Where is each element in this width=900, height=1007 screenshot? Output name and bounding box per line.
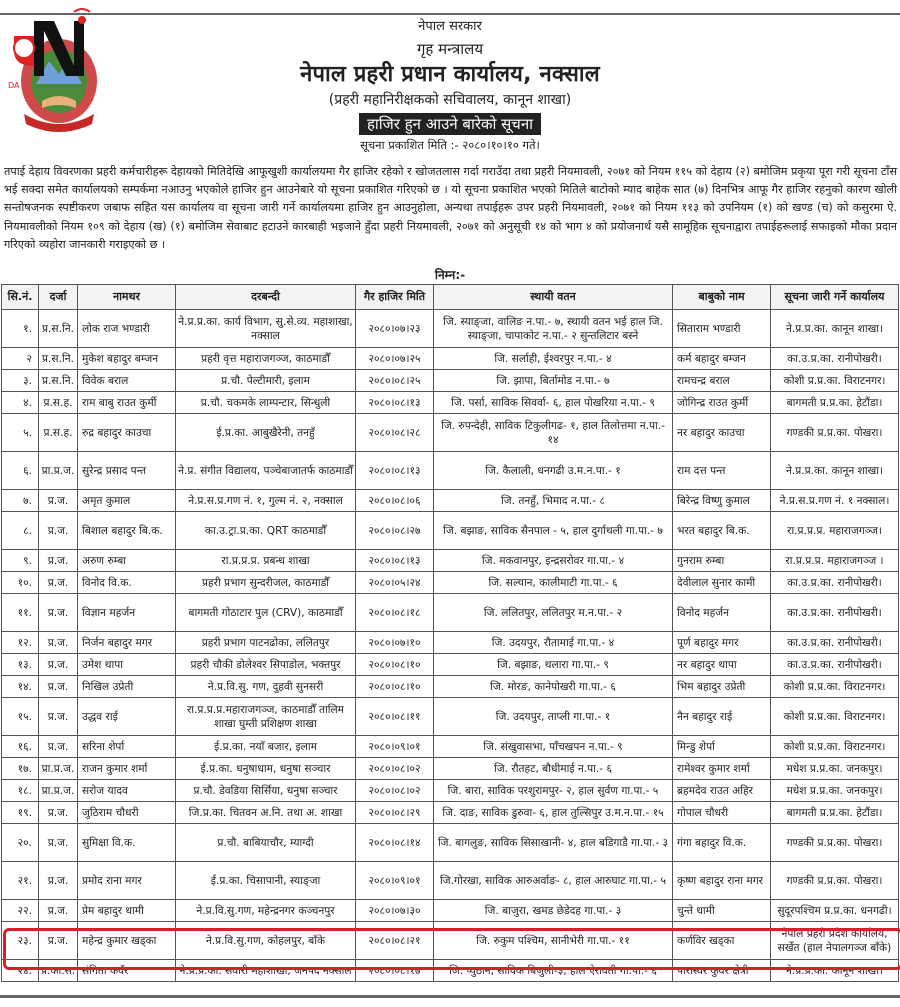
- cell-sn: ९.: [2, 550, 39, 572]
- cell-office: बागमती प्र.प्र.का. हेटौंडा।: [771, 802, 899, 824]
- cell-sn: ५.: [2, 414, 39, 452]
- cell-name: विनोद वि.क.: [78, 572, 176, 594]
- notice-title-badge: हाजिर हुन आउने बारेको सूचना: [359, 113, 541, 135]
- cell-father: जोगिन्द्र राउत कुर्मी: [673, 392, 771, 414]
- cell-office: कोशी प्र.प्र.का. विराटनगर।: [771, 736, 899, 758]
- cell-sn: १६.: [2, 736, 39, 758]
- cell-rank: प्र.ज.: [39, 654, 78, 676]
- cell-address: जि. कैलाली, धनगढी उ.म.न.पा.- १: [434, 452, 673, 490]
- table-row: [2, 676, 899, 698]
- cell-father: कर्म बहादुर बम्जन: [673, 348, 771, 370]
- cell-date: २०८०।०८।१३: [356, 392, 434, 414]
- cell-address: जि. रुकुम पश्चिम, सानीभेरी गा.पा.- ११: [434, 922, 673, 960]
- table-row: [2, 512, 899, 550]
- cell-post: का.उ.ट्रा.प्र.का. QRT काठमाडौँ: [176, 512, 356, 550]
- cell-address: जि. झापा, बिर्तामोड न.पा.- ७: [434, 370, 673, 392]
- government-label: नेपाल सरकार: [418, 19, 482, 34]
- cell-rank: प्र.ज.: [39, 676, 78, 698]
- table-row: [2, 550, 899, 572]
- cell-date: २०८०।०८।१४: [356, 824, 434, 862]
- cell-sn: १२.: [2, 632, 39, 654]
- cell-office: ने.प्र.प्र.का. कानून शाखा।: [771, 452, 899, 490]
- cell-address: जि. रुपन्देही, साविक टिकुलीगढ- १, हाल तिलोत्तमा न.पा.- १४: [434, 414, 673, 452]
- cell-post: प्रहरी चौकी डोलेश्वर सिपाडोल, भक्तपुर: [176, 654, 356, 676]
- cell-post: ई.प्र.का. चिसापानी, स्याङ्जा: [176, 862, 356, 900]
- table-row: [2, 922, 899, 960]
- cell-office: मधेश प्र.प्र.का. जनकपुर।: [771, 758, 899, 780]
- cell-sn: ३.: [2, 370, 39, 392]
- column-header: सि.नं.: [2, 285, 39, 310]
- cell-address: जि. बारा, साविक परशुरामपुर- २, हाल सुर्वण गा.पा.- ५: [434, 780, 673, 802]
- cell-sn: २१.: [2, 862, 39, 900]
- notice-header: [0, 18, 900, 153]
- cell-office: गण्डकी प्र.प्र.का. पोखरा।: [771, 414, 899, 452]
- cell-date: २०८०।०८।०६: [356, 490, 434, 512]
- cell-name: संगिता कवँर: [78, 960, 176, 982]
- cell-post: ई.प्र.का. नयाँ बजार, इलाम: [176, 736, 356, 758]
- cell-post: ने.प्र.प्र.का. सवारी महाशाखा, जनपद नक्साल: [176, 960, 356, 982]
- cell-sn: ७.: [2, 490, 39, 512]
- cell-name: विज्ञान महर्जन: [78, 594, 176, 632]
- cell-sn: १४.: [2, 676, 39, 698]
- cell-sn: १५.: [2, 698, 39, 736]
- cell-address: जि. सर्लाही, ईश्वरपुर न.पा.- ४: [434, 348, 673, 370]
- division-label: (प्रहरी महानिरीक्षकको सचिवालय, कानून शाखा): [328, 92, 572, 108]
- cell-father: सिताराम भण्डारी: [673, 310, 771, 348]
- table-row: [2, 572, 899, 594]
- cell-office: कोशी प्र.प्र.का. विराटनगर।: [771, 370, 899, 392]
- cell-address: जि. बाजुरा, खमड छेडेदह गा.पा.- ३: [434, 900, 673, 922]
- cell-sn: ११.: [2, 594, 39, 632]
- cell-rank: प्र.ज.: [39, 490, 78, 512]
- cell-address: जि. उदयपुर, ताप्ली गा.पा.- १: [434, 698, 673, 736]
- cell-post: ने.प्र.स.प्र.गण नं. १, गुल्म नं. २, नक्साल: [176, 490, 356, 512]
- cell-post: ने.प्र.वि.सु. गण, दुहवी सुनसरी: [176, 676, 356, 698]
- cell-father: मिन्डु शेर्पा: [673, 736, 771, 758]
- cell-office: का.उ.प्र.का. रानीपोखरी।: [771, 632, 899, 654]
- cell-rank: प्र.स.नि.: [39, 348, 78, 370]
- cell-father: गंगा बहादुर वि.क.: [673, 824, 771, 862]
- cell-father: कृष्ण बहादुर राना मगर: [673, 862, 771, 900]
- cell-post: रा.प्र.प्र.प्र.महाराजगञ्ज, काठमाडौँ तालिम शाखा घुम्ती प्रशिक्षण शाखा: [176, 698, 356, 736]
- cell-name: रुद्र बहादुर काउचा: [78, 414, 176, 452]
- table-row: [2, 736, 899, 758]
- cell-post: जि.प्र.का. चितवन अ.नि. तथा अ. शाखा: [176, 802, 356, 824]
- cell-father: पारास्वर कुवर क्षेत्री: [673, 960, 771, 982]
- cell-date: २०८०।०८।२७: [356, 512, 434, 550]
- cell-father: गुनराम रुम्बा: [673, 550, 771, 572]
- cell-post: प्रहरी प्रभाग पाटनढोका, ललितपुर: [176, 632, 356, 654]
- cell-post: ने.प्र.प्र.का. कार्य विभाग, सु.से.व्य. महाशाखा, नक्साल: [176, 310, 356, 348]
- cell-date: २०८०।०८।१७: [356, 960, 434, 982]
- cell-post: ई.प्र.का. धनुषाधाम, धनुषा सञ्चार: [176, 758, 356, 780]
- cell-name: निर्जन बहादुर मगर: [78, 632, 176, 654]
- cell-sn: २३.: [2, 922, 39, 960]
- cell-rank: प्र.स.ह.: [39, 392, 78, 414]
- table-row: [2, 452, 899, 490]
- cell-name: मुकेश बहादुर बम्जन: [78, 348, 176, 370]
- column-header: दर्जा: [39, 285, 78, 310]
- cell-date: २०८०।०५।२४: [356, 572, 434, 594]
- cell-address: जि. दाङ, साविक डुरुवा- ६, हाल तुल्सिपुर उ.म.न.पा.- १५: [434, 802, 673, 824]
- cell-rank: प्र.ज.: [39, 632, 78, 654]
- cell-name: अमृत कुमाल: [78, 490, 176, 512]
- cell-sn: १०.: [2, 572, 39, 594]
- cell-father: रामेश्वर कुमार शर्मा: [673, 758, 771, 780]
- cell-address: जि.गोरखा, साविक आरुअर्वाङ- ८, हाल आरुघाट गा.पा.- ५: [434, 862, 673, 900]
- cell-office: ने.प्र.स.प्र.गण नं. १ नक्साल।: [771, 490, 899, 512]
- column-header: दरबन्दी: [176, 285, 356, 310]
- table-header-row: [2, 285, 899, 310]
- cell-post: प्र.चौ. चकमके लाम्पन्टार, सिन्धुली: [176, 392, 356, 414]
- cell-name: प्रमोद राना मगर: [78, 862, 176, 900]
- cell-name: महेन्द्र कुमार खड्का: [78, 922, 176, 960]
- cell-office: ने.प्र.प्र.का. कानून शाखा।: [771, 960, 899, 982]
- list-heading: निम्न:-: [434, 268, 466, 282]
- notice-body-text: तपाई देहाय विवरणका प्रहरी कर्मचारीहरू देहायको मितिदेखि आफूखुशी कार्यालयमा गैर हाजिर रहेको र खोजतलास गर्दा गराउँदा तथा प्रहरी नियमावली, २०७१ को नियम ११५ को देहाय (२) बमोजिम प्रकृया पूरा गरी सूचना टाँस भई सक्दा समेत कार्यालयको सम्पर्कमा नआउनु भएकोले हाजिर हुन आउनेबारे यो सूचना प्रकाशित गरिएको छ । यो सूचना प्रकाशित भएको मितिले बाटोको म्याद बाहेक सात (७) दिनभित्र आफू गैर हाजिर रहनुको कारण खोली सन्तोषजनक स्पष्टीकरण जबाफ सहित यस कार्यालय वा सूचना जारी गर्ने कार्यालयमा हाजिर हुन आउनुहोला, अन्यथा तपाईहरू उपर प्रहरी नियमावली, २०७१ को नियम ११३ को उपनियम (१) को खण्ड (च) को कसुरमा ऐ. नियमावलीको नियम १०९ को देहाय (ख) (१) बमोजिम सेवाबाट हटाउने कारबाही भइजाने हुँदा प्रहरी नियमावली, २०७१ को अनुसूची १४ को भाग ४ को प्रयोजनार्थ यसै सामूहिक सूचनाद्वारा तपाईहरूलाई सफाइको मौका प्रदान गरिएको व्यहोरा जानकारी गराइएको छ ।: [4, 165, 898, 251]
- cell-date: २०८०।०८।२८: [356, 414, 434, 452]
- cell-name: सुमिक्षा वि.क.: [78, 824, 176, 862]
- cell-sn: ८.: [2, 512, 39, 550]
- cell-date: २०८०।०८।११: [356, 698, 434, 736]
- cell-father: देवीलाल सुनार कामी: [673, 572, 771, 594]
- cell-office: सुदूरपश्चिम प्र.प्र.का. धनगढी।: [771, 900, 899, 922]
- cell-name: अरुण रुम्बा: [78, 550, 176, 572]
- cell-office: का.उ.प्र.का. रानीपोखरी।: [771, 654, 899, 676]
- table-row: [2, 392, 899, 414]
- cell-address: जि. मकवानपुर, इन्द्रसरोवर गा.पा.- ४: [434, 550, 673, 572]
- cell-name: सरोज यादव: [78, 780, 176, 802]
- cell-name: बिशाल बहादुर बि.क.: [78, 512, 176, 550]
- cell-date: २०८०।०८।१०: [356, 654, 434, 676]
- cell-office: रा.प्र.प्र.प्र. महाराजगञ्ज।: [771, 512, 899, 550]
- cell-name: उद्धव राई: [78, 698, 176, 736]
- cell-address: जि. प्युठान, साविक बिजुली-३, हाल ऐरावती गा.पा.- ६: [434, 960, 673, 982]
- cell-address: जि. तनहुँ, भिमाद न.पा.- ८: [434, 490, 673, 512]
- cell-office: कोशी प्र.प्र.का. विराटनगर।: [771, 676, 899, 698]
- cell-date: २०८०।०९।०१: [356, 736, 434, 758]
- cell-post: प्र.चौ. डेवडिया सिर्सिया, धनुषा सञ्चार: [176, 780, 356, 802]
- cell-name: निखिल उप्रेती: [78, 676, 176, 698]
- cell-office: का.उ.प्र.का. रानीपोखरी।: [771, 348, 899, 370]
- column-header: सूचना जारी गर्ने कार्यालय: [771, 285, 899, 310]
- top-divider: [0, 13, 900, 15]
- cell-post: ने.प्र.वि.सु.गण, महेन्द्रनगर कञ्चनपुर: [176, 900, 356, 922]
- cell-rank: प्र.ज.: [39, 862, 78, 900]
- cell-name: राम बाबु राउत कुर्मी: [78, 392, 176, 414]
- cell-date: २०८०।०८।२९: [356, 802, 434, 824]
- cell-name: उमेश थापा: [78, 654, 176, 676]
- cell-post: ने.प्र.वि.सु.गण, कोहलपुर, बाँके: [176, 922, 356, 960]
- cell-date: २०८०।०८।१०: [356, 676, 434, 698]
- cell-date: २०८०।०८।१८: [356, 594, 434, 632]
- cell-post: बागमती गोठाटार पुल (CRV), काठमाडौँ: [176, 594, 356, 632]
- cell-sn: २४.: [2, 960, 39, 982]
- cell-date: २०८०।०८।२१: [356, 922, 434, 960]
- cell-address: जि. सल्यान, कालीमाटी गा.पा.- ६: [434, 572, 673, 594]
- cell-rank: प्र.ज.: [39, 824, 78, 862]
- bottom-divider: [0, 995, 900, 998]
- cell-sn: ४.: [2, 392, 39, 414]
- cell-post: ने.प्र. संगीत विद्यालय, पञ्चेबाजातर्फ काठमाडौँ: [176, 452, 356, 490]
- table-row: [2, 758, 899, 780]
- column-header: गैर हाजिर मिति: [356, 285, 434, 310]
- cell-sn: १.: [2, 310, 39, 348]
- cell-father: राम दत्त पन्त: [673, 452, 771, 490]
- absentee-table: [1, 284, 899, 982]
- cell-sn: १८.: [2, 780, 39, 802]
- cell-date: २०८०।०८।२५: [356, 370, 434, 392]
- table-row: [2, 802, 899, 824]
- cell-address: जि. मोरङ, कानेपोखरी गा.पा.- ६: [434, 676, 673, 698]
- table-row: [2, 780, 899, 802]
- cell-address: जि. बझाङ, साविक सैनपाल - ५, हाल दुर्गाथली गा.पा.- ७: [434, 512, 673, 550]
- cell-rank: प्र.ज.: [39, 900, 78, 922]
- cell-sn: २२.: [2, 900, 39, 922]
- cell-office: कोशी प्र.प्र.का. विराटनगर।: [771, 698, 899, 736]
- column-header: स्थायी वतन: [434, 285, 673, 310]
- cell-office: गण्डकी प्र.प्र.का. पोखरा।: [771, 862, 899, 900]
- cell-office: गण्डकी प्र.प्र.का. पोखरा।: [771, 824, 899, 862]
- ministry-label: गृह मन्त्रालय: [416, 40, 484, 58]
- cell-name: राजन कुमार शर्मा: [78, 758, 176, 780]
- cell-address: जि. पर्सा, साविक सिवर्वा- ६, हाल पोखरिया न.पा.- ९: [434, 392, 673, 414]
- svg-text:DA: DA: [8, 81, 20, 90]
- cell-father: कर्णविर खड्का: [673, 922, 771, 960]
- cell-rank: प्र.ज.: [39, 572, 78, 594]
- cell-office: ने.प्र.प्र.का. कानून शाखा।: [771, 310, 899, 348]
- cell-address: जि. बझाङ, थलारा गा.पा.- ९: [434, 654, 673, 676]
- table-row: [2, 960, 899, 982]
- cell-date: २०८०।०७।१०: [356, 632, 434, 654]
- cell-name: प्रेम बहादुर धामी: [78, 900, 176, 922]
- cell-name: विवेक बराल: [78, 370, 176, 392]
- cell-name: सरिना शेर्पा: [78, 736, 176, 758]
- cell-father: विनोद महर्जन: [673, 594, 771, 632]
- cell-name: लोक राज भण्डारी: [78, 310, 176, 348]
- cell-date: २०८०।०८।०२: [356, 758, 434, 780]
- table-row: [2, 310, 899, 348]
- cell-father: बिरेन्द्र विष्णु कुमाल: [673, 490, 771, 512]
- office-title: नेपाल प्रहरी प्रधान कार्यालय, नक्साल: [300, 62, 600, 87]
- table-row: [2, 414, 899, 452]
- cell-post: रा.प्र.प्र.प्र. प्रबन्ध शाखा: [176, 550, 356, 572]
- cell-post: प्रहरी वृत्त महाराजगञ्ज, काठमाडौँ: [176, 348, 356, 370]
- cell-father: पूर्ण बहादुर मगर: [673, 632, 771, 654]
- cell-date: २०८०।०८।१३: [356, 452, 434, 490]
- cell-address: जि. ललितपुर, ललितपुर म.न.पा.- २: [434, 594, 673, 632]
- cell-date: २०८०।०९।०१: [356, 862, 434, 900]
- cell-post: प्र.चौ. पेल्टीमारी, इलाम: [176, 370, 356, 392]
- cell-father: गोपाल चौधरी: [673, 802, 771, 824]
- column-header: बाबुको नाम: [673, 285, 771, 310]
- cell-office: का.उ.प्र.का. रानीपोखरी।: [771, 594, 899, 632]
- table-row: [2, 370, 899, 392]
- cell-sn: २: [2, 348, 39, 370]
- cell-sn: १३.: [2, 654, 39, 676]
- cell-father: चुन्ते धामी: [673, 900, 771, 922]
- cell-rank: प्रा.प्र.ज.: [39, 452, 78, 490]
- cell-office: बागमती प्र.प्र.का. हेटौंडा।: [771, 392, 899, 414]
- cell-address: जि. स्याङ्जा, वालिङ न.पा.- ७, स्थायी वतन भई हाल जि. स्याङ्जा, चापाकोट न.पा.- २ सुन्तलिटार बस्ने: [434, 310, 673, 348]
- cell-name: सुरेन्द्र प्रसाद पन्त: [78, 452, 176, 490]
- cell-rank: प्र.ज.: [39, 594, 78, 632]
- cell-father: नर बहादुर थापा: [673, 654, 771, 676]
- cell-address: जि. संखुवासभा, पाँचखपन न.पा.- ९: [434, 736, 673, 758]
- table-row: [2, 632, 899, 654]
- cell-rank: प्र.ज.: [39, 512, 78, 550]
- cell-father: भरत बहादुर बि.क.: [673, 512, 771, 550]
- cell-address: जि. बागलुङ, साविक सिसाखानी- ४, हाल बडिगाडै गा.पा.- ३: [434, 824, 673, 862]
- cell-rank: प्रा.प्र.ज.: [39, 758, 78, 780]
- cell-post: प्रहरी प्रभाग सुन्दरीजल, काठमाडौँ: [176, 572, 356, 594]
- cell-father: नर बहादुर काउचा: [673, 414, 771, 452]
- cell-date: २०८०।०७।३०: [356, 900, 434, 922]
- cell-rank: प्रा.प्र.ज.: [39, 780, 78, 802]
- cell-post: ई.प्र.का. आबुखैरेनी, तनहुँ: [176, 414, 356, 452]
- cell-office: मधेश प्र.प्र.का. जनकपुर।: [771, 780, 899, 802]
- cell-father: भिम बहादुर उप्रेती: [673, 676, 771, 698]
- cell-office: रा.प्र.प्र.प्र. महाराजगञ्ज ।: [771, 550, 899, 572]
- cell-rank: प्र.ज.: [39, 698, 78, 736]
- cell-date: २०८०।०७।२५: [356, 348, 434, 370]
- cell-sn: १७.: [2, 758, 39, 780]
- cell-date: २०८०।०७।२३: [356, 310, 434, 348]
- cell-sn: २०.: [2, 824, 39, 862]
- cell-date: २०८०।०८।०२: [356, 780, 434, 802]
- cell-date: २०८०।०८।१३: [356, 550, 434, 572]
- cell-address: जि. उदयपुर, रौतामाई गा.पा.- ४: [434, 632, 673, 654]
- cell-rank: प्र.ज.: [39, 736, 78, 758]
- cell-rank: प्र.ज.: [39, 802, 78, 824]
- table-row: [2, 862, 899, 900]
- table-row: [2, 594, 899, 632]
- cell-name: जुठिराम चौधरी: [78, 802, 176, 824]
- cell-rank: प्र.का.स.: [39, 960, 78, 982]
- cell-father: ब्रहमदेव राउत अहिर: [673, 780, 771, 802]
- table-row: [2, 348, 899, 370]
- cell-address: जि. रौतहट, बौधीमाई न.पा.- ६: [434, 758, 673, 780]
- table-row: [2, 490, 899, 512]
- cell-office: का.उ.प्र.का. रानीपोखरी।: [771, 572, 899, 594]
- cell-post: प्र.चौ. बाबियाचौर, म्याग्दी: [176, 824, 356, 862]
- cell-rank: प्र.स.नि.: [39, 310, 78, 348]
- table-row: [2, 900, 899, 922]
- cell-father: नैन बहादुर राई: [673, 698, 771, 736]
- cell-rank: प्र.स.ह.: [39, 414, 78, 452]
- published-date: सूचना प्रकाशित मिति :- २०८०।१०।१० गते।: [360, 138, 540, 152]
- column-header: नामथर: [78, 285, 176, 310]
- cell-rank: प्र.ज.: [39, 550, 78, 572]
- table-row: [2, 824, 899, 862]
- cell-office: नेपाल प्रहरी प्रदेश कार्यालय, सर्खेत (हाल नेपालगञ्ज बाँके): [771, 922, 899, 960]
- cell-sn: १९.: [2, 802, 39, 824]
- cell-father: रामचन्द्र बराल: [673, 370, 771, 392]
- cell-sn: ६.: [2, 452, 39, 490]
- cell-rank: प्र.ज.: [39, 922, 78, 960]
- table-row: [2, 698, 899, 736]
- cell-rank: प्र.स.नि.: [39, 370, 78, 392]
- table-row: [2, 654, 899, 676]
